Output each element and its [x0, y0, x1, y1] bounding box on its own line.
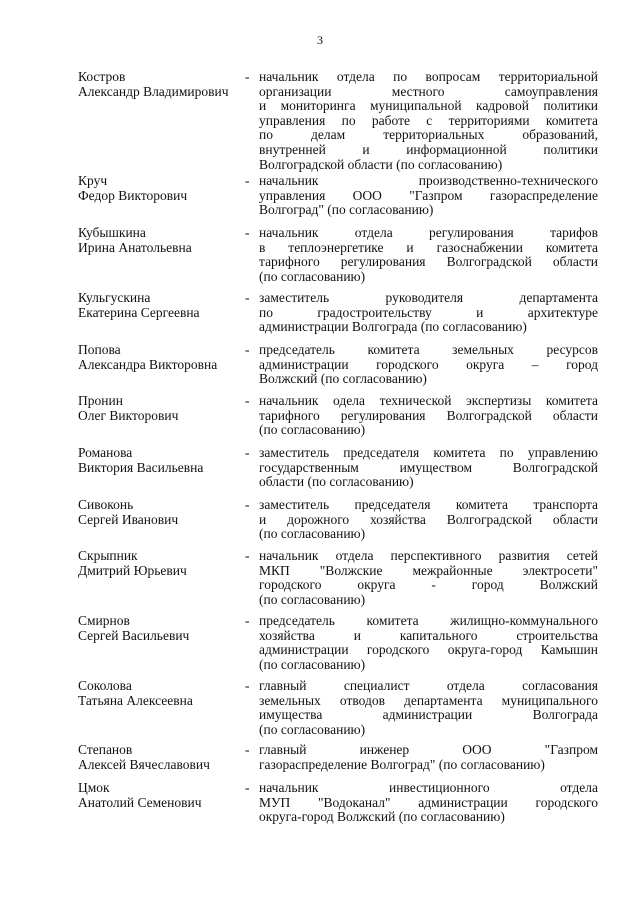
dash-separator: - [245, 225, 250, 240]
member-position [259, 174, 598, 218]
page-number: 3 [317, 33, 323, 47]
dash-separator: - [245, 742, 250, 757]
member-name [78, 291, 243, 320]
position-line: председатель комитета земельных ресурсов [259, 342, 598, 357]
position-line: (по согласованию) [259, 526, 366, 542]
member-name [78, 549, 243, 578]
position-line: государственным имуществом Волгоградской [259, 459, 598, 475]
position-line: внутренней и информационной политики [259, 141, 598, 157]
position-line: председатель комитета жилищно-коммунального [259, 613, 598, 628]
position-line: тарифного регулирования Волгоградской области [259, 254, 598, 270]
position-line: по делам территориальных образований, [259, 127, 598, 143]
member-given-name: Татьяна Алексеевна [78, 692, 193, 708]
position-line: администрации городского округа-город Камышин [259, 642, 598, 658]
member-position [259, 781, 598, 825]
member-given-name: Анатолий Семенович [78, 794, 202, 810]
member-surname: Пронин [78, 393, 123, 408]
dash-separator: - [245, 445, 250, 460]
position-line: администрации Волгограда (по согласованию) [259, 319, 527, 335]
dash-separator: - [245, 69, 250, 84]
member-surname: Соколова [78, 678, 132, 693]
position-line: по градостроительству и архитектуре [259, 304, 598, 320]
position-line: Волжский (по согласованию) [259, 371, 427, 387]
position-line: администрации городского округа – город [259, 356, 598, 372]
member-position [259, 394, 598, 438]
position-line: тарифного регулирования Волгоградской области [259, 407, 598, 423]
position-line: начальник отдела перспективного развития сетей [259, 548, 598, 563]
member-surname: Скрыпник [78, 548, 138, 563]
position-line: в теплоэнергетике и газоснабжении комитета [259, 239, 598, 255]
position-line: (по согласованию) [259, 721, 366, 737]
member-given-name: Олег Викторович [78, 407, 179, 423]
member-surname: Круч [78, 173, 108, 188]
member-given-name: Алексей Вячеславович [78, 756, 210, 772]
member-given-name: Ирина Анатольевна [78, 239, 192, 255]
member-surname: Кульгускина [78, 290, 151, 305]
member-surname: Костров [78, 69, 126, 84]
position-line: начальник отдела регулирования тарифов [259, 225, 598, 240]
position-line: имущества администрации Волгограда [259, 707, 598, 723]
member-name [78, 70, 243, 99]
position-line: и мониторинга муниципальной кадровой политики [259, 98, 598, 114]
member-surname: Романова [78, 445, 133, 460]
dash-separator: - [245, 780, 250, 795]
member-position [259, 614, 598, 672]
position-line: МУП "Водоканал" администрации городского [259, 794, 598, 810]
position-line: заместитель председателя комитета транспорта [259, 497, 598, 512]
member-name [78, 343, 243, 372]
dash-separator: - [245, 393, 250, 408]
member-surname: Кубышкина [78, 225, 146, 240]
dash-separator: - [245, 497, 250, 512]
member-name [78, 394, 243, 423]
member-name [78, 781, 243, 810]
position-line: Волгоград" (по согласованию) [259, 202, 434, 218]
member-name [78, 743, 243, 772]
member-position [259, 549, 598, 607]
position-line: начальник одела технической экспертизы комитета [259, 393, 598, 408]
position-line: Волгоградской области (по согласованию) [259, 156, 503, 172]
member-surname: Сивоконь [78, 497, 134, 512]
member-given-name: Сергей Иванович [78, 511, 179, 527]
member-surname: Попова [78, 342, 121, 357]
member-name [78, 446, 243, 475]
member-name [78, 226, 243, 255]
position-line: главный специалист отдела согласования [259, 678, 598, 693]
member-position [259, 679, 598, 737]
dash-separator: - [245, 342, 250, 357]
member-name [78, 614, 243, 643]
position-line: управления ООО "Газпром газораспределение [259, 187, 598, 203]
member-surname: Степанов [78, 742, 133, 757]
position-line: и дорожного хозяйства Волгоградской области [259, 511, 598, 527]
member-position [259, 498, 598, 542]
position-line: области (по согласованию) [259, 474, 414, 490]
member-position [259, 70, 598, 172]
member-position [259, 226, 598, 284]
position-line: МКП "Волжские межрайонные электросети" [259, 562, 598, 578]
position-line: (по согласованию) [259, 591, 366, 607]
position-line: земельных отводов департамента муниципального [259, 692, 598, 708]
position-line: управления по работе с территориями комитета [259, 112, 598, 128]
member-position [259, 343, 598, 387]
dash-separator: - [245, 678, 250, 693]
position-line: заместитель председателя комитета по управлению [259, 445, 598, 460]
member-given-name: Александра Викторовна [78, 356, 218, 372]
position-line: газораспределение Волгоград" (по согласованию) [259, 756, 545, 772]
position-line: (по согласованию) [259, 268, 366, 284]
position-line: начальник инвестиционного отдела [259, 780, 598, 795]
member-position [259, 743, 598, 772]
position-line: (по согласованию) [259, 656, 366, 672]
position-line: заместитель руководителя департамента [259, 290, 598, 305]
member-given-name: Виктория Васильевна [78, 459, 204, 475]
member-name [78, 498, 243, 527]
member-position [259, 291, 598, 335]
member-given-name: Федор Викторович [78, 187, 188, 203]
dash-separator: - [245, 173, 250, 188]
position-line: главный инженер ООО "Газпром [259, 742, 598, 757]
member-given-name: Екатерина Сергеевна [78, 304, 200, 320]
dash-separator: - [245, 290, 250, 305]
member-surname: Смирнов [78, 613, 130, 628]
dash-separator: - [245, 613, 250, 628]
member-given-name: Александр Владимирович [78, 83, 229, 99]
position-line: хозяйства и капитального строительства [259, 627, 598, 643]
position-line: округа-город Волжский (по согласованию) [259, 809, 505, 825]
member-name [78, 679, 243, 708]
position-line: начальник производственно-технического [259, 173, 598, 188]
dash-separator: - [245, 548, 250, 563]
position-line: организации местного самоуправления [259, 83, 598, 99]
member-name [78, 174, 243, 203]
position-line: (по согласованию) [259, 422, 366, 438]
member-surname: Цмок [78, 780, 110, 795]
position-line: начальник отдела по вопросам территориальной [259, 69, 598, 84]
member-given-name: Дмитрий Юрьевич [78, 562, 187, 578]
member-given-name: Сергей Васильевич [78, 627, 190, 643]
position-line: городского округа - город Волжский [259, 577, 598, 593]
member-position [259, 446, 598, 490]
